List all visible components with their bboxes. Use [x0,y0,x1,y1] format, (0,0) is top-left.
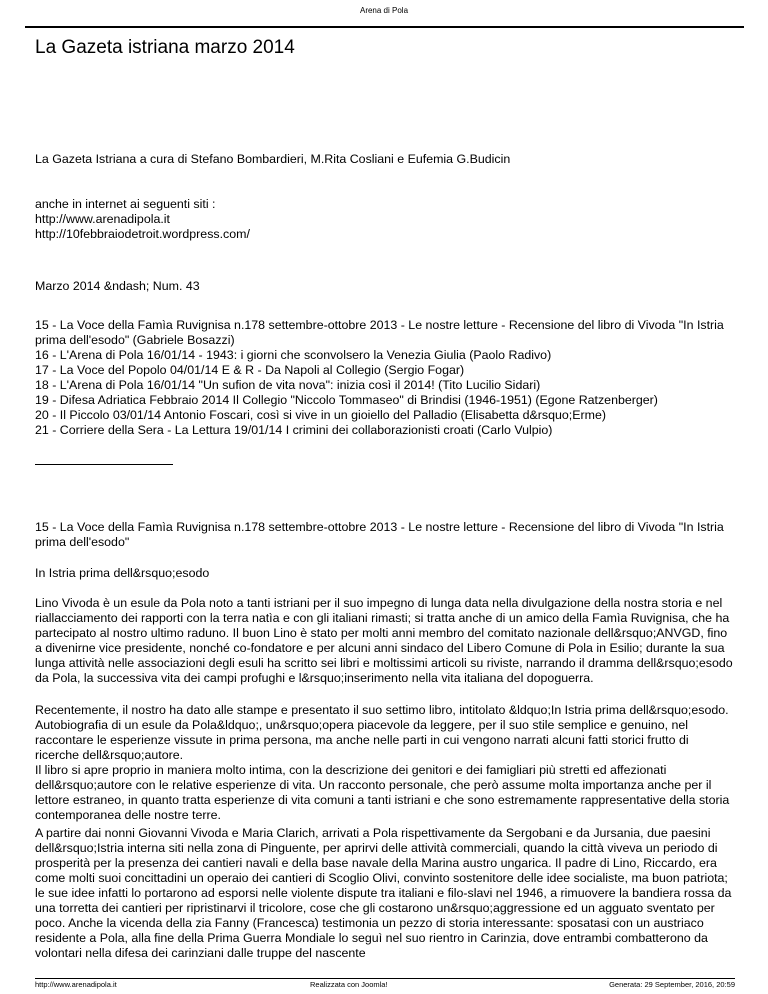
index-item: 16 - L'Arena di Pola 16/01/14 - 1943: i giorni che sconvolsero la Venezia Giulia (Paolo Radivo) [35,348,552,362]
header-divider [25,26,744,28]
footer-cms: Realizzata con Joomla! [310,980,388,989]
paragraph-text: Il libro si apre proprio in maniera molto intima, con la descrizione dei genitori e dei famigliari più stretti ed affezionati dell&rsquo;autore con le relative esperienze di vita. Un racconto personale, che però assume molta importanza anche per il lettore estraneo, in quanto tratta esperienze di vita comuni a tanti istriani e che sono estremamente rappresentative della storia contemporanea delle nostre terre. [35,763,730,822]
site-link-10febbraio[interactable]: http://10febbraiodetroit.wordpress.com/ [35,227,250,241]
index-item: 17 - La Voce del Popolo 04/01/14 E & R - Da Napoli al Collegio (Sergio Fogar) [35,363,465,377]
credits-line [35,152,735,167]
page-title: La Gazeta istriana marzo 2014 [35,37,295,58]
article-subtitle [35,566,735,581]
article-heading-text: 15 - La Voce della Famìa Ruvignisa n.178 settembre-ottobre 2013 - Le nostre letture - Recensione del libro di Vivoda "In Istria prima dell'esodo" [35,520,724,549]
page-footer [35,978,735,993]
article-paragraph-2 [35,703,735,823]
footer-generated: Generata: 29 September, 2016, 20:59 [609,980,735,989]
article-paragraph-3 [35,826,735,961]
issue-number: Marzo 2014 &ndash; Num. 43 [35,279,200,293]
paragraph-text: A partire dai nonni Giovanni Vivoda e Maria Clarich, arrivati a Pola rispettivamente da Sergobani e da Jursania, due paesini dell&rsquo;Istria interna siti nella zona di Pinguente, per aprirvi delle attività commerciali, quando la città viveva un periodo di prosperità per la presenza dei cantieri navali e della base navale della Marina austro ungarica. Il padre di Lino, Riccardo, era come molti suoi concittadini un operaio dei cantieri di Scoglio Olivi, convinto sostenitore delle idee socialiste, ma buon patriota; le sue idee infatti lo portarono ad esporsi nelle violente dispute tra italiani e filo-slavi nel 1946, a rimuovere la bandiera rossa da una torretta dei cantieri per ripristinarvi il tricolore, cose che gli costarono un&rsquo;aggressione ed un agguato sventato per poco. Anche la vicenda della zia Fanny (Francesca) testimonia un pezzo di storia interessante: sposatasi con un austriaco residente a Pola, alla fine della Prima Guerra Mondiale lo seguì nel suo rientro in Carinzia, dove entrambi combatterono da volontari nella difesa dei carinziani dalle truppe del nascente [35,826,732,960]
sites-intro: anche in internet ai seguenti siti : [35,197,216,211]
article-paragraph-1 [35,596,735,686]
article-subtitle-text: In Istria prima dell&rsquo;esodo [35,566,210,580]
index-item: 21 - Corriere della Sera - La Lettura 19/01/14 I crimini dei collaborazionisti croati (Carlo Vulpio) [35,423,553,437]
index-list [35,318,735,438]
index-item: 20 - Il Piccolo 03/01/14 Antonio Foscari, così si vive in un gioiello del Palladio (Elisabetta d&rsquo;Erme) [35,408,606,422]
sites-list [35,197,735,242]
paragraph-text: Lino Vivoda è un esule da Pola noto a tanti istriani per il suo impegno di lunga data nella divulgazione della nostra storia e nel riallacciamento dei rapporti con la terra natìa e con gli italiani rimasti; si tratta anche di un amico della Famìa Ruvignisa, che ha partecipato al nostro ultimo raduno. Il buon Lino è stato per molti anni membro del comitato nazionale dell&rsquo;ANVGD, fino a divenirne vice presidente, nonché co-fondatore e per alcuni anni sindaco del Libero Comune di Pola in Esilio; durante la sua lunga attività nelle associazioni degli esuli ha scritto sei libri e moltissimi articoli su riviste, narrando il dramma dell&rsquo;esodo da Pola, la successiva vita dei campi profughi e l&rsquo;inserimento nella vita italiana del dopoguerra. [35,596,733,685]
site-link-arenadipola[interactable]: http://www.arenadipola.it [35,212,170,226]
credits-text: La Gazeta Istriana a cura di Stefano Bombardieri, M.Rita Cosliani e Eufemia G.Budicin [35,152,511,166]
paragraph-text: Recentemente, il nostro ha dato alle stampe e presentato il suo settimo libro, intitolato &ldquo;In Istria prima dell&rsquo;esodo. Autobiografia di un esule da Pola&ldquo;, un&rsquo;opera piacevole da leggere, per il suo stile semplice e genuino, nel raccontare le esperienze vissute in prima persona, ma anche nelle parti in cui vengono narrati alcuni fatti storici frutto di ricerche dell&rsquo;autore. [35,703,729,762]
issue-line [35,279,735,294]
section-divider [35,464,173,465]
index-item: 18 - L'Arena di Pola 16/01/14 "Un sufion de vita nova": inizia così il 2014! (Tito Lucilio Sidari) [35,378,541,392]
article-heading [35,520,735,550]
page-header [0,0,768,28]
footer-url[interactable]: http://www.arenadipola.it [35,980,117,989]
index-item: 15 - La Voce della Famìa Ruvignisa n.178 settembre-ottobre 2013 - Le nostre letture - Recensione del libro di Vivoda "In Istria prima dell'esodo" (Gabriele Bosazzi) [35,318,724,347]
index-item: 19 - Difesa Adriatica Febbraio 2014 Il Collegio "Niccolo Tommaseo" di Brindisi (1946-1951) (Egone Ratzenberger) [35,393,658,407]
site-name: Arena di Pola [359,6,409,15]
